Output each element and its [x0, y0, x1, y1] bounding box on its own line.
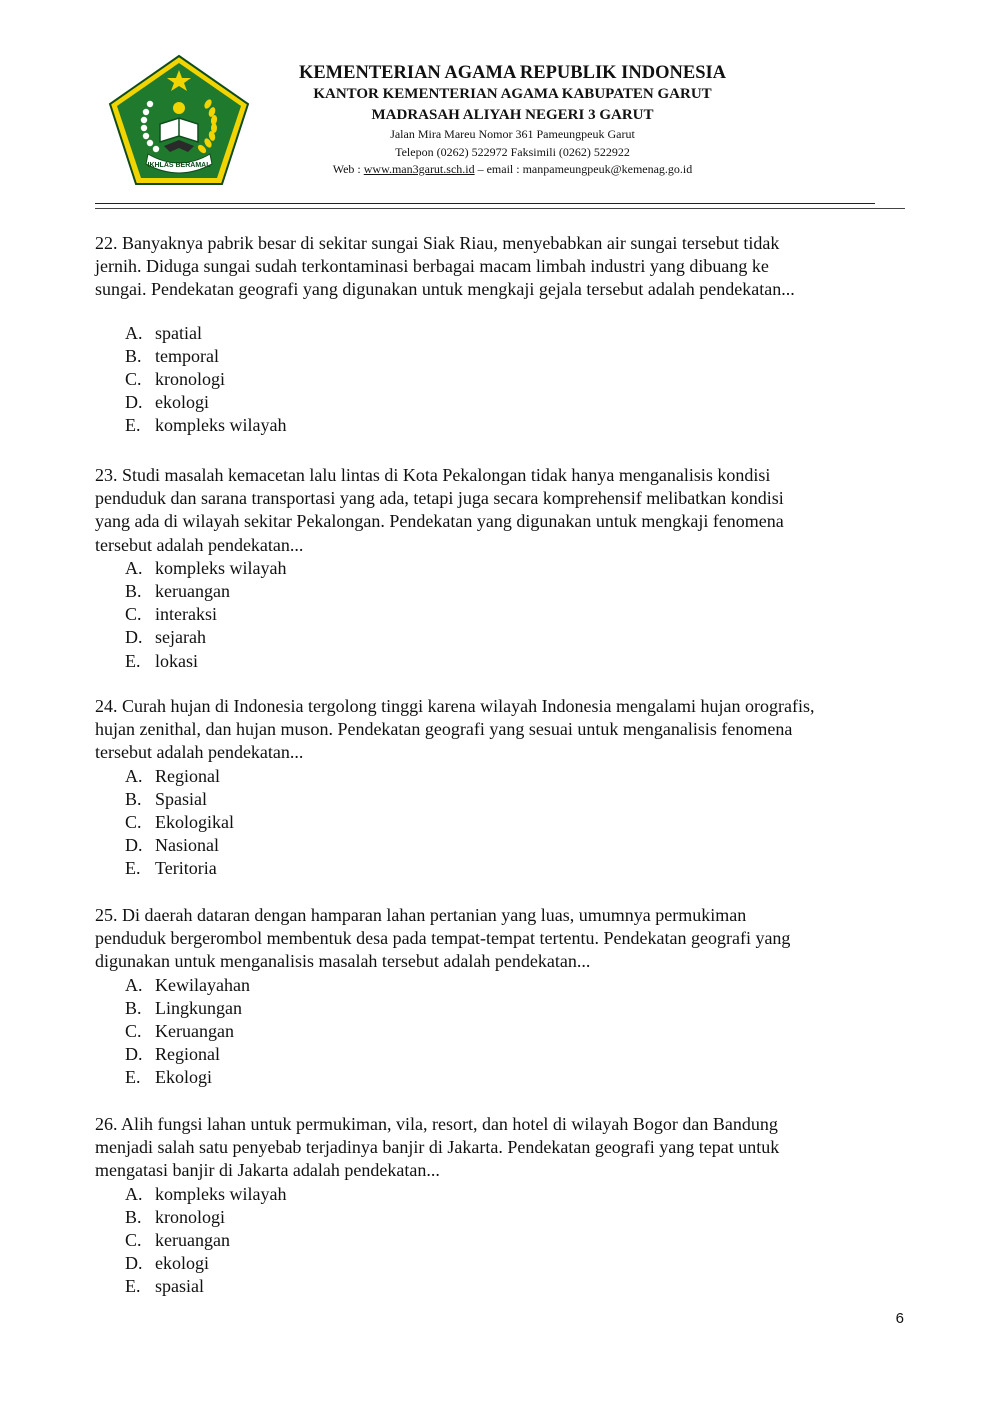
- question-line: penduduk bergerombol membentuk desa pada tempat-tempat tertentu. Pendekatan geografi yang: [95, 928, 791, 949]
- question-text: [95, 232, 910, 302]
- option-letter: D.: [125, 835, 143, 856]
- option-text: keruangan: [155, 1229, 230, 1250]
- option-text: Keruangan: [155, 1020, 234, 1041]
- answer-options: [95, 322, 910, 438]
- option-b[interactable]: [125, 997, 910, 1020]
- ministry-emblem-icon: [108, 54, 250, 186]
- option-text: Regional: [155, 765, 220, 786]
- option-text: kronologi: [155, 368, 225, 389]
- option-letter: A.: [125, 322, 143, 343]
- option-a[interactable]: [125, 974, 910, 997]
- option-letter: A.: [125, 765, 143, 786]
- question-text: [95, 1113, 910, 1183]
- ministry-name: KEMENTERIAN AGAMA REPUBLIK INDONESIA: [298, 63, 727, 83]
- option-letter: C.: [125, 368, 142, 389]
- option-a[interactable]: [125, 1183, 910, 1206]
- option-c[interactable]: [125, 1020, 910, 1043]
- question-number: 23.: [95, 465, 118, 485]
- option-a[interactable]: [125, 557, 910, 580]
- option-a[interactable]: [125, 765, 910, 788]
- option-text: Lingkungan: [155, 997, 242, 1018]
- question-text: [95, 904, 910, 974]
- letterhead: [285, 62, 740, 179]
- option-c[interactable]: [125, 811, 910, 834]
- school-contact: [285, 161, 740, 179]
- option-d[interactable]: [125, 626, 910, 649]
- option-text: spasial: [155, 1276, 204, 1297]
- divider-line-thick: [95, 203, 875, 204]
- question-number: 22.: [95, 233, 118, 253]
- question-line: 23. Studi masalah kemacetan lalu lintas di Kota Pekalongan tidak hanya menganalisis kondisi: [95, 465, 771, 485]
- option-b[interactable]: [125, 788, 910, 811]
- option-e[interactable]: [125, 650, 910, 673]
- question-23: [95, 464, 910, 673]
- question-line: sungai. Pendekatan geografi yang digunakan untuk mengkaji gejala tersebut adalah pendekatan...: [95, 279, 795, 300]
- question-22: [95, 232, 910, 438]
- option-d[interactable]: [125, 1043, 910, 1066]
- option-text: lokasi: [155, 650, 198, 671]
- option-letter: B.: [125, 581, 142, 601]
- school-phone: Telepon (0262) 522972 Faksimili (0262) 522922: [395, 144, 630, 159]
- ministry-logo: [108, 54, 250, 186]
- web-label: Web :: [332, 162, 364, 176]
- option-text: spatial: [155, 322, 202, 343]
- email-text: – email : manpameungpeuk@kemenag.go.id: [474, 162, 693, 176]
- option-letter: D.: [125, 1044, 143, 1065]
- option-letter: B.: [125, 1206, 142, 1227]
- option-letter: E.: [125, 1067, 141, 1088]
- option-letter: E.: [125, 650, 141, 671]
- office-name: KANTOR KEMENTERIAN AGAMA KABUPATEN GARUT: [313, 86, 712, 102]
- option-letter: E.: [125, 858, 141, 879]
- option-letter: A.: [125, 974, 143, 995]
- question-line: menjadi salah satu penyebab terjadinya banjir di Jakarta. Pendekatan geografi yang tepat untuk: [95, 1137, 780, 1158]
- letterhead-divider: [95, 200, 905, 212]
- option-e[interactable]: [125, 857, 910, 880]
- option-text: Spasial: [155, 788, 207, 809]
- option-text: temporal: [155, 345, 219, 366]
- question-line: jernih. Diduga sungai sudah terkontaminasi berbagai macam limbah industri yang dibuang ke: [95, 256, 769, 277]
- question-line: yang ada di wilayah sekitar Pekalongan. Pendekatan yang digunakan untuk mengkaji fenomena: [95, 511, 784, 532]
- question-text: [95, 695, 910, 765]
- school-address: Jalan Mira Mareu Nomor 361 Pameungpeuk Garut: [390, 127, 635, 141]
- school-name: MADRASAH ALIYAH NEGERI 3 GARUT: [371, 107, 654, 123]
- option-c[interactable]: [125, 368, 910, 391]
- option-letter: B.: [125, 345, 142, 366]
- question-25: [95, 904, 910, 1090]
- option-letter: C.: [125, 1229, 142, 1250]
- option-letter: B.: [125, 788, 142, 809]
- option-d[interactable]: [125, 391, 910, 414]
- option-a[interactable]: [125, 322, 910, 345]
- option-letter: D.: [125, 392, 143, 413]
- option-text: Nasional: [155, 835, 219, 856]
- option-d[interactable]: [125, 834, 910, 857]
- option-letter: A.: [125, 557, 143, 578]
- option-b[interactable]: [125, 345, 910, 368]
- question-line: 24. Curah hujan di Indonesia tergolong tinggi karena wilayah Indonesia mengalami hujan orografis,: [95, 696, 815, 716]
- question-text: [95, 464, 910, 557]
- option-b[interactable]: [125, 1206, 910, 1229]
- answer-options: [95, 974, 910, 1090]
- option-letter: E.: [125, 415, 141, 436]
- question-line: tersebut adalah pendekatan...: [95, 742, 304, 763]
- option-c[interactable]: [125, 1229, 910, 1252]
- option-letter: D.: [125, 627, 143, 648]
- question-line: 26. Alih fungsi lahan untuk permukiman, vila, resort, dan hotel di wilayah Bogor dan Bandung: [95, 1114, 778, 1134]
- option-c[interactable]: [125, 603, 910, 626]
- question-line: 22. Banyaknya pabrik besar di sekitar sungai Siak Riau, menyebabkan air sungai tersebut tidak: [95, 233, 780, 253]
- option-text: interaksi: [155, 604, 217, 625]
- option-letter: C.: [125, 604, 142, 625]
- option-text: kompleks wilayah: [155, 557, 287, 578]
- question-line: mengatasi banjir di Jakarta adalah pendekatan...: [95, 1160, 440, 1181]
- option-text: kompleks wilayah: [155, 1183, 287, 1204]
- question-number: 24.: [95, 696, 118, 716]
- option-text: kronologi: [155, 1206, 225, 1227]
- answer-options: [95, 557, 910, 673]
- question-line: penduduk dan sarana transportasi yang ada, tetapi juga secara komprehensif melibatkan kondisi: [95, 488, 784, 509]
- option-text: Teritoria: [155, 858, 217, 879]
- option-letter: C.: [125, 811, 142, 832]
- question-line: 25. Di daerah dataran dengan hamparan lahan pertanian yang luas, umumnya permukiman: [95, 905, 747, 925]
- option-letter: C.: [125, 1020, 142, 1041]
- option-letter: B.: [125, 997, 142, 1018]
- option-letter: E.: [125, 1276, 141, 1297]
- option-e[interactable]: [125, 1275, 910, 1298]
- option-d[interactable]: [125, 1252, 910, 1275]
- question-number: 26.: [95, 1114, 118, 1134]
- option-text: kompleks wilayah: [155, 415, 287, 436]
- option-text: Kewilayahan: [155, 974, 250, 995]
- option-b[interactable]: [125, 580, 910, 603]
- option-e[interactable]: [125, 1066, 910, 1089]
- answer-options: [95, 1183, 910, 1299]
- question-line: tersebut adalah pendekatan...: [95, 534, 304, 555]
- page-number: 6: [895, 1310, 904, 1327]
- option-text: keruangan: [155, 581, 230, 601]
- option-text: Regional: [155, 1044, 220, 1065]
- logo-motto: IKHLAS BERAMAL: [147, 162, 211, 169]
- question-line: digunakan untuk menganalisis masalah tersebut adalah pendekatan...: [95, 951, 591, 972]
- answer-options: [95, 765, 910, 881]
- question-line: hujan zenithal, dan hujan muson. Pendekatan geografi yang sesuai untuk menganalisis fenomena: [95, 719, 793, 740]
- option-e[interactable]: [125, 414, 910, 437]
- question-24: [95, 695, 910, 881]
- option-text: sejarah: [155, 627, 206, 648]
- option-letter: D.: [125, 1253, 143, 1274]
- option-letter: A.: [125, 1183, 143, 1204]
- option-text: Ekologi: [155, 1067, 212, 1088]
- option-text: Ekologikal: [155, 811, 234, 832]
- divider-line-thin: [95, 208, 905, 209]
- option-text: ekologi: [155, 1253, 209, 1274]
- option-text: ekologi: [155, 392, 209, 413]
- website-link[interactable]: www.man3garut.sch.id: [363, 162, 475, 176]
- question-26: [95, 1113, 910, 1299]
- question-number: 25.: [95, 905, 118, 925]
